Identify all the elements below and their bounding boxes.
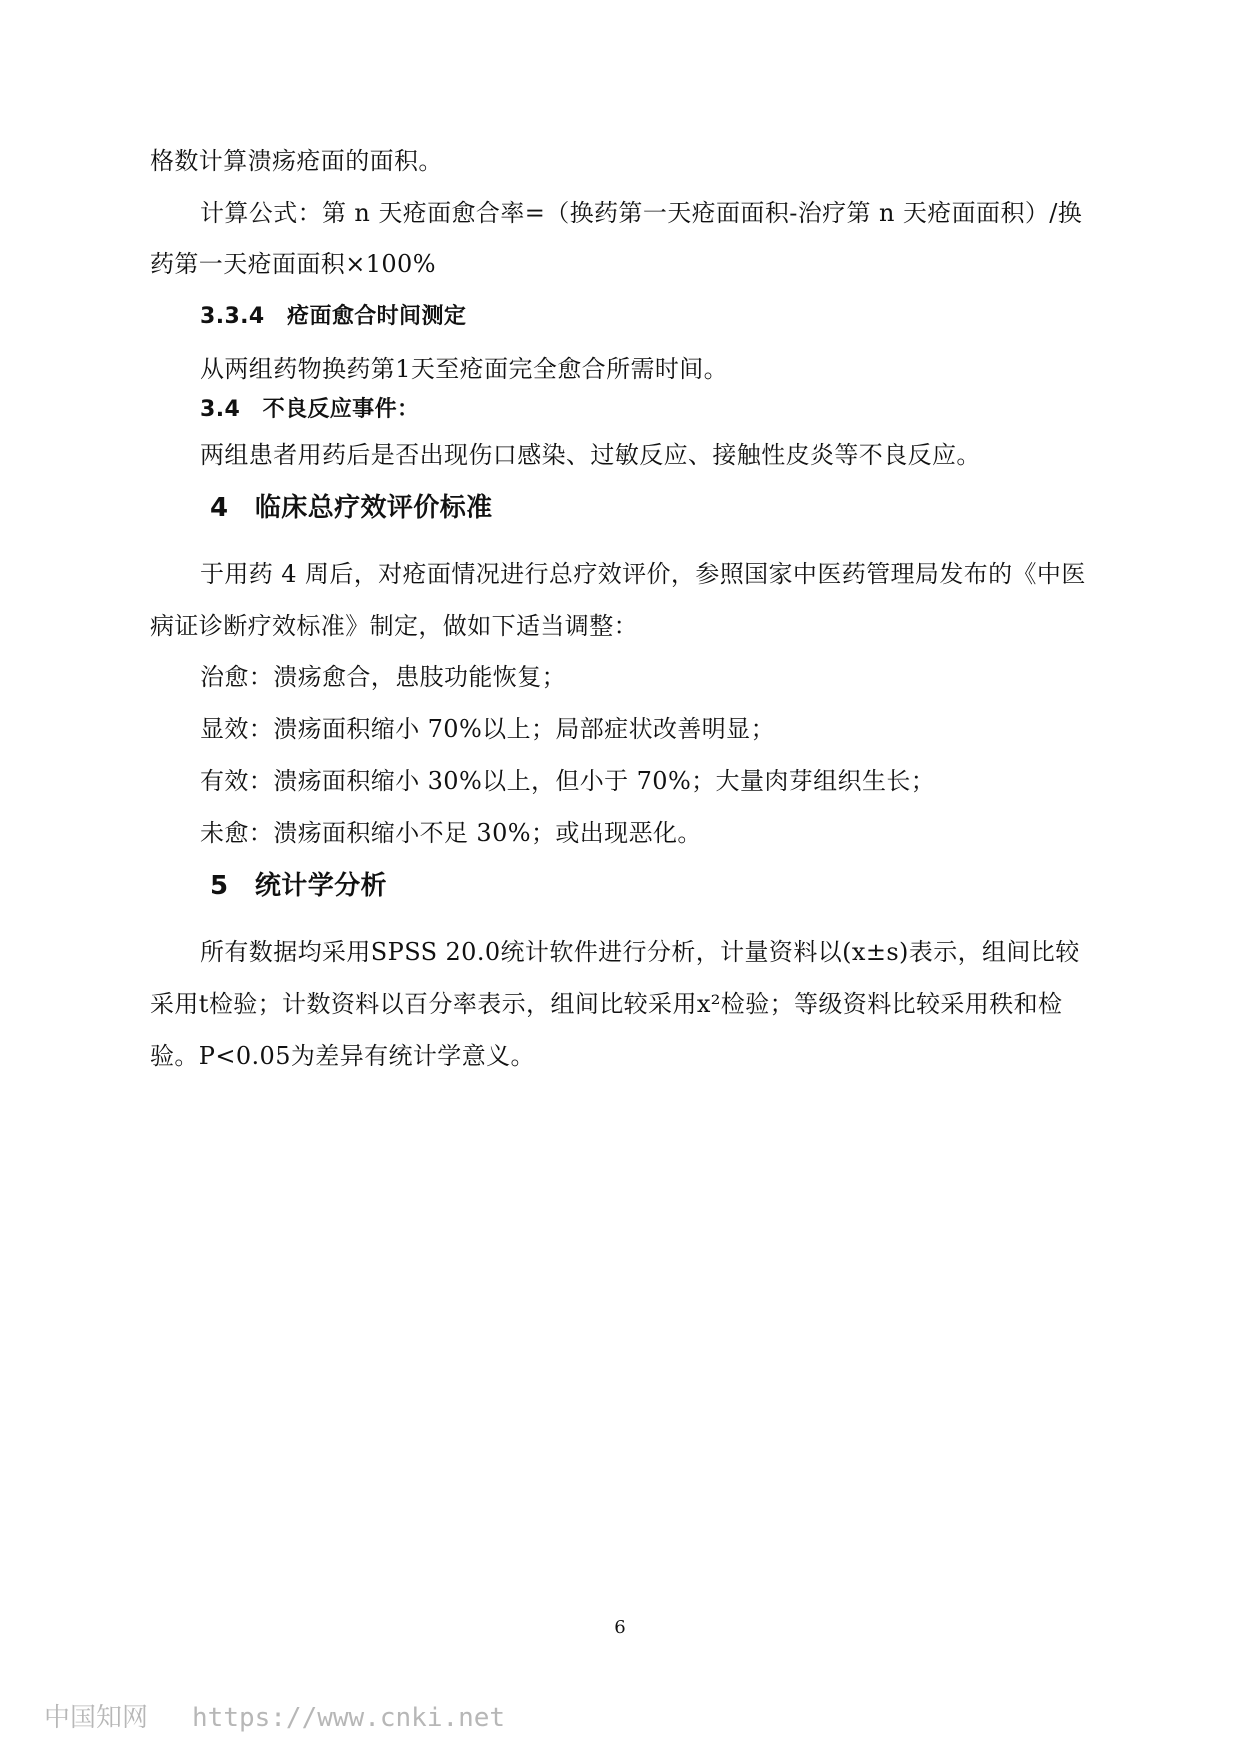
criteria-item: 治愈：溃疡愈合，患肢功能恢复； xyxy=(200,663,566,691)
paragraph-line: 格数计算溃疡疮面的面积。 xyxy=(150,147,443,175)
paragraph-line: 从两组药物换药第1天至疮面完全愈合所需时间。 xyxy=(200,355,729,383)
paragraph-line: 于用药 4 周后，对疮面情况进行总疗效评价，参照国家中医药管理局发布的《中医 xyxy=(200,560,1086,588)
section-heading-3-4: 3.4 不良反应事件： xyxy=(200,397,420,422)
paragraph-line: 验。P<0.05为差异有统计学意义。 xyxy=(150,1042,535,1070)
watermark-url: https://www.cnki.net xyxy=(192,1703,506,1733)
formula-line: 计算公式：第 n 天疮面愈合率=（换药第一天疮面面积-治疗第 n 天疮面面积）/换 xyxy=(200,199,1083,227)
criteria-item: 未愈：溃疡面积缩小不足 30%；或出现恶化。 xyxy=(200,819,702,847)
paragraph-line: 采用t检验；计数资料以百分率表示，组间比较采用x²检验；等级资料比较采用秩和检 xyxy=(150,990,1063,1018)
paragraph-line: 所有数据均采用SPSS 20.0统计软件进行分析，计量资料以(x±s)表示，组间比较 xyxy=(200,938,1080,966)
cnki-watermark xyxy=(44,1697,505,1734)
criteria-item: 有效：溃疡面积缩小 30%以上，但小于 70%；大量肉芽组织生长； xyxy=(200,767,936,795)
section-heading-3-3-4: 3.3.4 疮面愈合时间测定 xyxy=(200,304,467,329)
page-number: 6 xyxy=(614,1617,626,1638)
watermark-brand: 中国知网 xyxy=(44,1703,149,1733)
paragraph-line: 病证诊断疗效标准》制定，做如下适当调整： xyxy=(150,612,638,640)
section-heading-5: 5 统计学分析 xyxy=(210,871,387,901)
section-heading-4: 4 临床总疗效评价标准 xyxy=(210,493,493,523)
criteria-item: 显效：溃疡面积缩小 70%以上；局部症状改善明显； xyxy=(200,715,775,743)
formula-line: 药第一天疮面面积×100% xyxy=(150,250,436,278)
paragraph-line: 两组患者用药后是否出现伤口感染、过敏反应、接触性皮炎等不良反应。 xyxy=(200,441,981,469)
